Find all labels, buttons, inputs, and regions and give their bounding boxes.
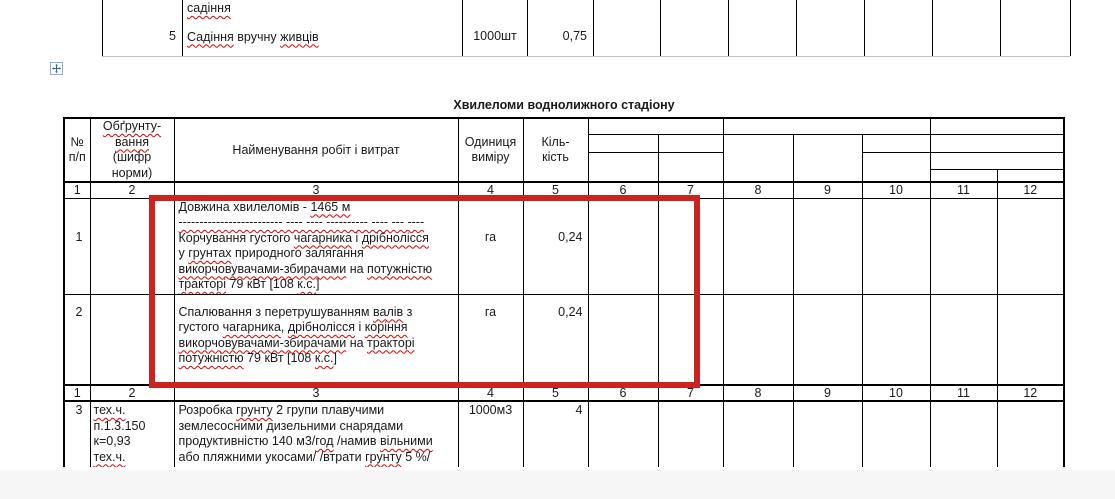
column-number-cell: 12: [997, 182, 1064, 198]
column-number-cell: 7: [658, 182, 723, 198]
empty-cell: [997, 198, 1064, 294]
quantity-cell[interactable]: 4: [523, 401, 588, 467]
upper-empty-cell: [1001, 0, 1071, 56]
column-number-cell: 2: [90, 182, 174, 198]
column-number-cell: 10: [862, 182, 930, 198]
header-empty-cell: [862, 134, 930, 153]
upper-table-region: [102, 0, 1074, 56]
header-empty-cell: [658, 153, 723, 183]
unit-cell[interactable]: га: [458, 294, 523, 385]
empty-cell: [793, 198, 862, 294]
table-row: [64, 401, 1064, 467]
header-empty-cell: [723, 134, 793, 182]
header-empty-cell: [930, 169, 997, 182]
column-number-cell: 6: [588, 385, 658, 401]
row-number-cell[interactable]: 1: [64, 198, 90, 294]
unit-cell[interactable]: га: [458, 198, 523, 294]
upper-row-number-cell[interactable]: 5: [103, 0, 183, 56]
header-col-name: Найменування робіт і витрат: [174, 118, 458, 182]
header-empty-cell: [588, 118, 723, 134]
table-bottom-gridline: [102, 56, 1070, 57]
upper-empty-cell: [729, 0, 797, 56]
table-move-handle[interactable]: [50, 62, 63, 75]
column-number-cell: 7: [658, 385, 723, 401]
empty-cell: [658, 294, 723, 385]
upper-empty-cell: [797, 0, 865, 56]
empty-cell: [588, 198, 658, 294]
work-description-cell[interactable]: Спалювання з перетрушуванням валів з густого чагарника, дрібнолісся і коріння викорчовувачами-збирачами на тракторі потужністю 79 кВт [108 к.с.]: [174, 294, 458, 385]
empty-cell: [862, 294, 930, 385]
header-empty-cell: [723, 118, 930, 134]
column-number-row: [64, 385, 1064, 401]
empty-cell: [658, 401, 723, 467]
column-number-cell: 8: [723, 182, 793, 198]
header-empty-cell: [588, 153, 658, 183]
empty-cell: [930, 198, 997, 294]
row-number-cell[interactable]: 3: [64, 401, 90, 467]
header-empty-cell: [997, 169, 1064, 182]
empty-cell: [588, 294, 658, 385]
empty-cell: [588, 401, 658, 467]
column-number-cell: 10: [862, 385, 930, 401]
empty-cell: [862, 401, 930, 467]
row-number-cell[interactable]: 2: [64, 294, 90, 385]
empty-cell: [997, 401, 1064, 467]
header-empty-cell: [862, 153, 930, 183]
work-description-cell[interactable]: Розробка грунту 2 групи плавучими землесосними дизельними снарядами продуктивністю 140 м3/год /намив вільними або пляжними укосами/ /втрати грунту 5 %/: [174, 401, 458, 467]
column-number-cell: 9: [793, 182, 862, 198]
empty-cell: [723, 401, 793, 467]
empty-cell: [997, 294, 1064, 385]
upper-unit-cell[interactable]: 1000шт: [463, 0, 528, 56]
column-number-cell: 2: [90, 385, 174, 401]
column-number-cell: 1: [64, 385, 90, 401]
work-description-cell[interactable]: Довжина хвилеломів - 1465 м ------------------------- ---- ---- ---------- ---- --- ---- Корчування густого чагарника і дрібнолісся у грунтах природного залягання викорчовувачами-збирачами на потужністю тракторі 79 кВт [108 к.с.]: [174, 198, 458, 294]
column-number-cell: 9: [793, 385, 862, 401]
column-number-cell: 3: [174, 385, 458, 401]
header-row: [64, 118, 1064, 134]
empty-cell: [930, 294, 997, 385]
empty-cell: [930, 401, 997, 467]
header-empty-cell: [658, 134, 723, 153]
header-empty-cell: [930, 153, 1064, 170]
basis-cell: [90, 294, 174, 385]
empty-cell: [723, 294, 793, 385]
header-empty-cell: [930, 134, 1064, 153]
quantity-cell[interactable]: 0,24: [523, 294, 588, 385]
column-number-cell: 5: [523, 182, 588, 198]
table-row: [64, 294, 1064, 385]
upper-empty-cell: [865, 0, 933, 56]
upper-estimate-table: [102, 0, 1071, 56]
quantity-cell[interactable]: 0,24: [523, 198, 588, 294]
column-number-row: [64, 182, 1064, 198]
empty-cell: [862, 198, 930, 294]
upper-empty-cell: [661, 0, 729, 56]
upper-table-row: [103, 0, 1071, 56]
empty-cell: [723, 198, 793, 294]
column-number-cell: 4: [458, 182, 523, 198]
column-number-cell: 4: [458, 385, 523, 401]
upper-empty-cell: [933, 0, 1001, 56]
move-icon: [52, 62, 61, 76]
column-number-cell: 5: [523, 385, 588, 401]
table-row: [64, 198, 1064, 294]
column-number-cell: 6: [588, 182, 658, 198]
column-number-cell: 11: [930, 385, 997, 401]
estimate-table: [63, 117, 1065, 467]
header-col-num: № п/п: [64, 118, 90, 182]
main-table-region: [63, 117, 1069, 467]
upper-empty-cell: [594, 0, 661, 56]
header-col-basis: Обґрунту- вання (шифр норми): [90, 118, 174, 182]
header-col-unit: Одиниця виміру: [458, 118, 523, 182]
header-empty-cell: [930, 118, 1064, 134]
page-title[interactable]: Хвилеломи воднолижного стадіону: [453, 98, 675, 112]
upper-work-name-cell[interactable]: садіння Садіння вручну живців: [183, 0, 463, 56]
header-empty-cell: [588, 134, 658, 153]
upper-quantity-cell[interactable]: 0,75: [528, 0, 594, 56]
empty-cell: [793, 294, 862, 385]
column-number-cell: 8: [723, 385, 793, 401]
basis-cell: [90, 198, 174, 294]
column-number-cell: 1: [64, 182, 90, 198]
header-col-qty: Кіль- кість: [523, 118, 588, 182]
column-number-cell: 11: [930, 182, 997, 198]
header-empty-cell: [793, 134, 862, 182]
empty-cell: [793, 401, 862, 467]
unit-cell[interactable]: 1000м3: [458, 401, 523, 467]
empty-cell: [658, 198, 723, 294]
column-number-cell: 3: [174, 182, 458, 198]
page-bottom-area: [0, 470, 1115, 499]
column-number-cell: 12: [997, 385, 1064, 401]
basis-cell[interactable]: тех.ч. п.1.3.150 к=0,93 тех.ч.: [90, 401, 174, 467]
